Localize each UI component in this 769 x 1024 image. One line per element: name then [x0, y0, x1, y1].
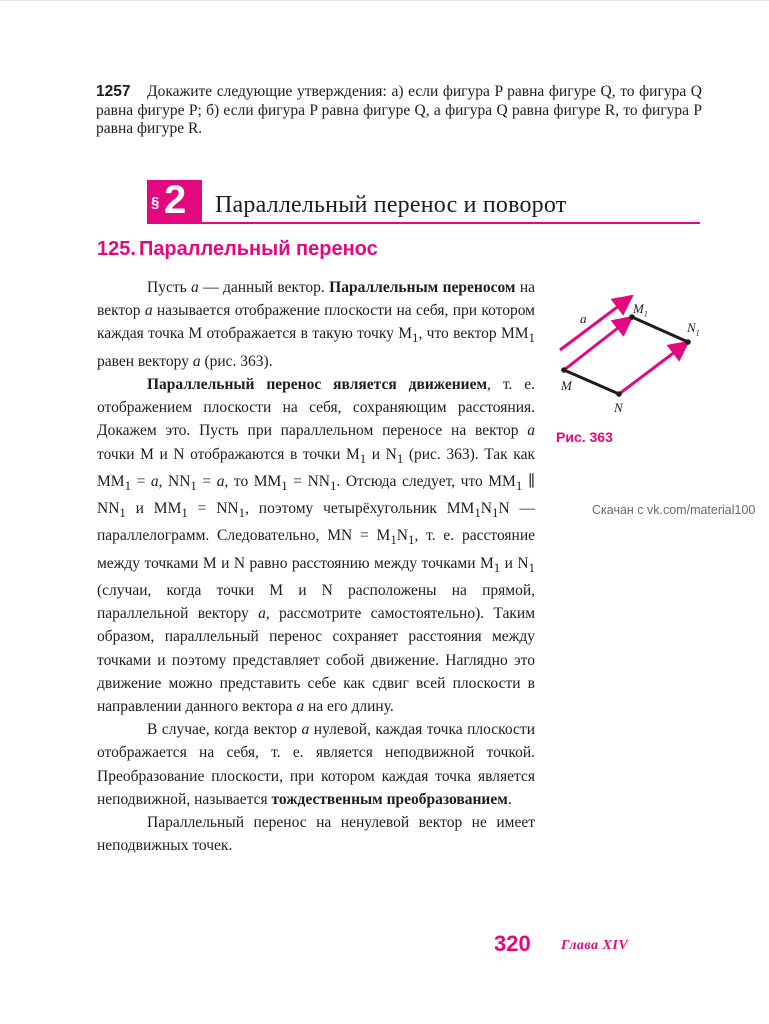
problem-text: Докажите следующие утверждения: а) если фигура P равна фигуре Q, то фигура Q равна фигуре P; б) если фигура P равна фигуре Q, а фигура Q равна фигуре R, то фигура P равна фигуре R. — [96, 83, 702, 137]
label-N1: $N_1$ — [687, 320, 700, 338]
subsection-title: Параллельный перенос — [138, 238, 378, 260]
download-watermark: Скачан с vk.com/material100 — [592, 503, 756, 517]
paragraph-proof: Параллельный перенос является движением, т. е. отображением плоскости на себя, сохраняющим расстояния. Докажем это. Пусть при параллельном переносе на вектор a точки M и N отображаются в точки $M_1$ и $N_1$ (рис. 363). Так как $MM_1 = a$, $NN_1 = a$, то $MM_1 = NN_1$. Отсюда следует, что $MM_1$ ∥ $NN_1$ и $MM_1 = NN_1$, поэтому четырёхугольник $MM_1N_1N$ — параллелограмм. Следовательно, MN = $M_1N_1$, т. е. расстояние между точками M и N равно расстоянию между точками $M_1$ и $N_1$ (случаи, когда точки M и N расположены на прямой, параллельной вектору a, рассмотрите самостоятельно). Таким образом, параллельный перенос сохраняет расстояния между точками и поэтому представляет собой движение. Наглядно это движение можно представить себе как сдвиг всей плоскости в направлении данного вектора a на его длину. — [97, 375, 536, 716]
term-identity-transformation: тождественным преобразованием — [271, 790, 508, 808]
segment-M-N — [564, 370, 619, 394]
point-N1 — [685, 339, 691, 345]
page-number: 320 — [494, 931, 531, 956]
label-N: N — [614, 400, 623, 415]
vector-a-arrow — [560, 296, 632, 350]
vector-MM1 — [564, 317, 632, 370]
label-vector-a: a — [580, 311, 587, 326]
body-text — [97, 276, 535, 857]
paragraph-identity: В случае, когда вектор a нулевой, каждая точка плоскости отображается на себя, т. е. является неподвижной точкой. Преобразование плоскости, при котором каждая точка является неподвижной, называется тождественным преобразованием. — [97, 721, 536, 808]
vector-NN1 — [619, 342, 688, 394]
section-symbol: § — [151, 194, 160, 211]
label-M1: $M_1$ — [633, 301, 648, 319]
page-top-border — [0, 0, 769, 1]
subsection-heading — [97, 238, 378, 261]
problem-number: 1257 — [96, 83, 131, 100]
segment-M1-N1 — [632, 317, 688, 342]
section-underline — [147, 222, 700, 224]
subsection-number: 125. — [97, 238, 136, 260]
section-title: Параллельный перенос и поворот — [215, 192, 567, 218]
problem-block — [96, 83, 702, 139]
paragraph-no-fixed-points: Параллельный перенос на ненулевой вектор не имеет неподвижных точек. — [97, 814, 535, 855]
point-N — [616, 391, 622, 397]
figure-caption: Рис. 363 — [556, 429, 613, 445]
term-parallel-translation: Параллельным переносом — [329, 279, 516, 296]
section-number: 2 — [164, 178, 187, 222]
theorem-statement: Параллельный перенос является движением — [147, 375, 488, 393]
section-badge — [147, 180, 202, 222]
paragraph-definition: Пусть a — данный вектор. Параллельным переносом на вектор a называется отображение плоскости на себя, при котором каждая точка M отображается в такую точку $M_1$, что вектор $MM_1$ равен вектору a (рис. 363). — [97, 279, 535, 370]
vector-a: a — [191, 279, 199, 296]
figure-363 — [556, 292, 716, 422]
point-M — [561, 367, 567, 373]
chapter-label: Глава XIV — [561, 938, 629, 953]
label-M: M — [561, 378, 572, 393]
